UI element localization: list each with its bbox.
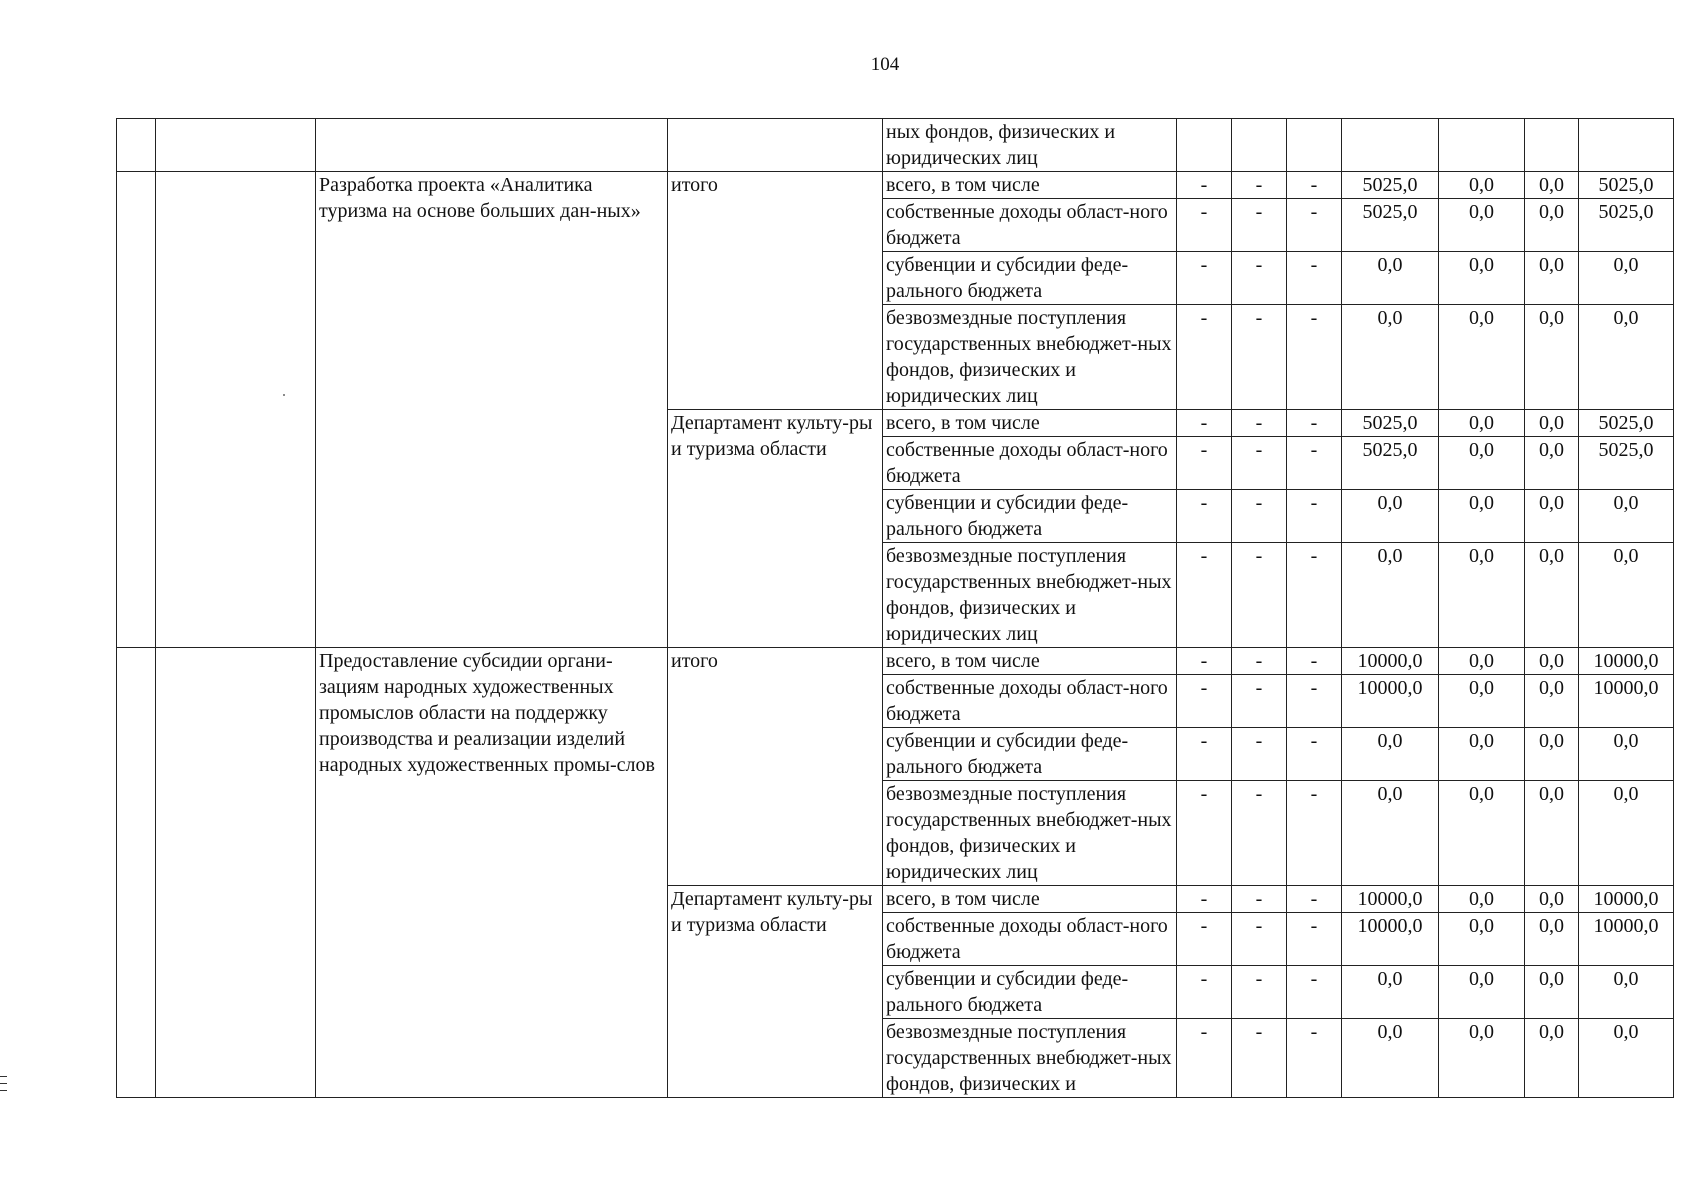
dash-cell: - — [1177, 728, 1232, 781]
amount-cell: 0,0 — [1525, 675, 1579, 728]
dash-cell: - — [1287, 437, 1342, 490]
amount-cell: 0,0 — [1439, 728, 1525, 781]
dash-cell: - — [1232, 675, 1287, 728]
amount-cell: 0,0 — [1342, 543, 1439, 648]
amount-cell: 0,0 — [1579, 728, 1674, 781]
row-number-cell — [117, 119, 156, 172]
page-number: 104 — [870, 54, 900, 75]
amount-cell: 0,0 — [1579, 490, 1674, 543]
amount-cell — [1525, 119, 1579, 172]
amount-cell: 0,0 — [1579, 305, 1674, 410]
amount-cell: 10000,0 — [1342, 886, 1439, 913]
funding-source-cell: безвозмездные поступления государственных внебюджет-ных фондов, физических и — [883, 1019, 1177, 1098]
dash-cell — [1232, 119, 1287, 172]
amount-cell: 0,0 — [1525, 781, 1579, 886]
executor-cell — [668, 119, 883, 172]
amount-cell: 0,0 — [1525, 199, 1579, 252]
amount-cell: 0,0 — [1342, 781, 1439, 886]
amount-cell: 0,0 — [1439, 172, 1525, 199]
dash-cell: - — [1177, 199, 1232, 252]
funding-source-cell: безвозмездные поступления государственных внебюджет-ных фондов, физических и юридических лиц — [883, 543, 1177, 648]
dash-cell: - — [1232, 199, 1287, 252]
dash-cell: - — [1287, 781, 1342, 886]
amount-cell: 0,0 — [1439, 305, 1525, 410]
dash-cell: - — [1232, 437, 1287, 490]
activity-cell: Разработка проекта «Аналитика туризма на основе больших дан-ных» — [316, 172, 668, 648]
table-body — [117, 119, 1674, 1098]
amount-cell: 0,0 — [1439, 410, 1525, 437]
dash-cell: - — [1287, 252, 1342, 305]
budget-table — [116, 118, 1674, 1098]
funding-source-cell: безвозмездные поступления государственных внебюджет-ных фондов, физических и юридических лиц — [883, 305, 1177, 410]
dash-cell: - — [1287, 490, 1342, 543]
margin-tick — [0, 1083, 7, 1084]
amount-cell: 10000,0 — [1342, 913, 1439, 966]
amount-cell: 10000,0 — [1579, 886, 1674, 913]
amount-cell: 0,0 — [1525, 172, 1579, 199]
amount-cell: 0,0 — [1525, 543, 1579, 648]
amount-cell: 0,0 — [1579, 252, 1674, 305]
dash-cell: - — [1177, 648, 1232, 675]
margin-tick — [0, 1090, 7, 1091]
executor-cell: Департамент культу-ры и туризма области — [668, 886, 883, 1098]
funding-source-cell: всего, в том числе — [883, 886, 1177, 913]
dash-cell: - — [1177, 410, 1232, 437]
dash-cell: - — [1177, 781, 1232, 886]
dash-cell: - — [1287, 675, 1342, 728]
funding-source-cell: субвенции и субсидии феде-рального бюджета — [883, 252, 1177, 305]
dash-cell: - — [1232, 252, 1287, 305]
amount-cell: 0,0 — [1579, 966, 1674, 1019]
program-cell — [156, 648, 316, 1098]
scan-speck — [283, 394, 285, 396]
amount-cell: 0,0 — [1525, 886, 1579, 913]
amount-cell: 0,0 — [1525, 437, 1579, 490]
dash-cell: - — [1177, 543, 1232, 648]
activity-cell — [316, 119, 668, 172]
dash-cell: - — [1177, 437, 1232, 490]
dash-cell: - — [1232, 886, 1287, 913]
amount-cell — [1579, 119, 1674, 172]
amount-cell: 5025,0 — [1342, 410, 1439, 437]
funding-source-cell: ных фондов, физических и юридических лиц — [883, 119, 1177, 172]
amount-cell: 10000,0 — [1342, 675, 1439, 728]
dash-cell: - — [1232, 781, 1287, 886]
dash-cell: - — [1232, 305, 1287, 410]
funding-source-cell: собственные доходы област-ного бюджета — [883, 437, 1177, 490]
amount-cell: 5025,0 — [1342, 172, 1439, 199]
dash-cell: - — [1177, 1019, 1232, 1098]
executor-cell: итого — [668, 648, 883, 886]
funding-source-cell: субвенции и субсидии феде-рального бюджета — [883, 728, 1177, 781]
amount-cell: 10000,0 — [1342, 648, 1439, 675]
dash-cell: - — [1232, 728, 1287, 781]
dash-cell: - — [1232, 913, 1287, 966]
dash-cell — [1177, 119, 1232, 172]
amount-cell: 0,0 — [1439, 648, 1525, 675]
table-row — [117, 119, 1674, 172]
dash-cell: - — [1232, 966, 1287, 1019]
margin-tick — [0, 1076, 7, 1077]
amount-cell: 0,0 — [1525, 648, 1579, 675]
amount-cell: 0,0 — [1439, 437, 1525, 490]
dash-cell: - — [1177, 490, 1232, 543]
amount-cell: 0,0 — [1439, 1019, 1525, 1098]
dash-cell: - — [1177, 172, 1232, 199]
dash-cell: - — [1287, 728, 1342, 781]
funding-source-cell: всего, в том числе — [883, 410, 1177, 437]
dash-cell: - — [1177, 675, 1232, 728]
amount-cell: 10000,0 — [1579, 648, 1674, 675]
amount-cell: 0,0 — [1525, 966, 1579, 1019]
amount-cell: 0,0 — [1579, 781, 1674, 886]
dash-cell: - — [1177, 305, 1232, 410]
funding-source-cell: всего, в том числе — [883, 648, 1177, 675]
amount-cell: 5025,0 — [1342, 199, 1439, 252]
table-row — [117, 172, 1674, 199]
amount-cell: 0,0 — [1525, 305, 1579, 410]
dash-cell: - — [1232, 490, 1287, 543]
dash-cell: - — [1287, 1019, 1342, 1098]
amount-cell: 0,0 — [1439, 252, 1525, 305]
amount-cell: 0,0 — [1525, 490, 1579, 543]
dash-cell: - — [1232, 1019, 1287, 1098]
funding-source-cell: собственные доходы област-ного бюджета — [883, 199, 1177, 252]
amount-cell: 0,0 — [1525, 913, 1579, 966]
dash-cell: - — [1177, 886, 1232, 913]
funding-source-cell: безвозмездные поступления государственных внебюджет-ных фондов, физических и юридических лиц — [883, 781, 1177, 886]
amount-cell: 0,0 — [1342, 966, 1439, 1019]
amount-cell: 0,0 — [1525, 252, 1579, 305]
amount-cell: 0,0 — [1342, 728, 1439, 781]
amount-cell: 5025,0 — [1579, 172, 1674, 199]
amount-cell: 5025,0 — [1579, 437, 1674, 490]
amount-cell: 0,0 — [1579, 1019, 1674, 1098]
amount-cell — [1342, 119, 1439, 172]
amount-cell: 0,0 — [1342, 252, 1439, 305]
dash-cell: - — [1287, 913, 1342, 966]
dash-cell: - — [1177, 252, 1232, 305]
amount-cell: 10000,0 — [1579, 913, 1674, 966]
dash-cell: - — [1177, 966, 1232, 1019]
amount-cell: 0,0 — [1439, 966, 1525, 1019]
dash-cell — [1287, 119, 1342, 172]
dash-cell: - — [1287, 172, 1342, 199]
amount-cell: 0,0 — [1342, 305, 1439, 410]
dash-cell: - — [1287, 410, 1342, 437]
funding-source-cell: всего, в том числе — [883, 172, 1177, 199]
program-cell — [156, 119, 316, 172]
dash-cell: - — [1232, 410, 1287, 437]
executor-cell: итого — [668, 172, 883, 410]
table-row — [117, 648, 1674, 675]
row-number-cell — [117, 172, 156, 648]
dash-cell: - — [1232, 648, 1287, 675]
funding-source-cell: собственные доходы област-ного бюджета — [883, 675, 1177, 728]
dash-cell: - — [1287, 543, 1342, 648]
amount-cell: 0,0 — [1342, 490, 1439, 543]
dash-cell: - — [1232, 543, 1287, 648]
amount-cell: 0,0 — [1342, 1019, 1439, 1098]
amount-cell: 0,0 — [1439, 886, 1525, 913]
funding-source-cell: субвенции и субсидии феде-рального бюджета — [883, 966, 1177, 1019]
dash-cell: - — [1232, 172, 1287, 199]
amount-cell: 0,0 — [1525, 728, 1579, 781]
activity-cell: Предоставление субсидии органи-зациям народных художественных промыслов области на поддержку производства и реализации изделий народных художественных промы-слов — [316, 648, 668, 1098]
dash-cell: - — [1177, 913, 1232, 966]
amount-cell: 0,0 — [1439, 543, 1525, 648]
amount-cell: 0,0 — [1439, 675, 1525, 728]
dash-cell: - — [1287, 305, 1342, 410]
amount-cell: 5025,0 — [1579, 199, 1674, 252]
amount-cell — [1439, 119, 1525, 172]
amount-cell: 0,0 — [1525, 410, 1579, 437]
amount-cell: 5025,0 — [1579, 410, 1674, 437]
funding-source-cell: собственные доходы област-ного бюджета — [883, 913, 1177, 966]
program-cell — [156, 172, 316, 648]
amount-cell: 0,0 — [1439, 490, 1525, 543]
amount-cell: 10000,0 — [1579, 675, 1674, 728]
amount-cell: 0,0 — [1439, 781, 1525, 886]
dash-cell: - — [1287, 648, 1342, 675]
amount-cell: 0,0 — [1579, 543, 1674, 648]
funding-source-cell: субвенции и субсидии феде-рального бюджета — [883, 490, 1177, 543]
executor-cell: Департамент культу-ры и туризма области — [668, 410, 883, 648]
amount-cell: 5025,0 — [1342, 437, 1439, 490]
dash-cell: - — [1287, 886, 1342, 913]
amount-cell: 0,0 — [1439, 913, 1525, 966]
amount-cell: 0,0 — [1439, 199, 1525, 252]
row-number-cell — [117, 648, 156, 1098]
amount-cell: 0,0 — [1525, 1019, 1579, 1098]
dash-cell: - — [1287, 199, 1342, 252]
dash-cell: - — [1287, 966, 1342, 1019]
